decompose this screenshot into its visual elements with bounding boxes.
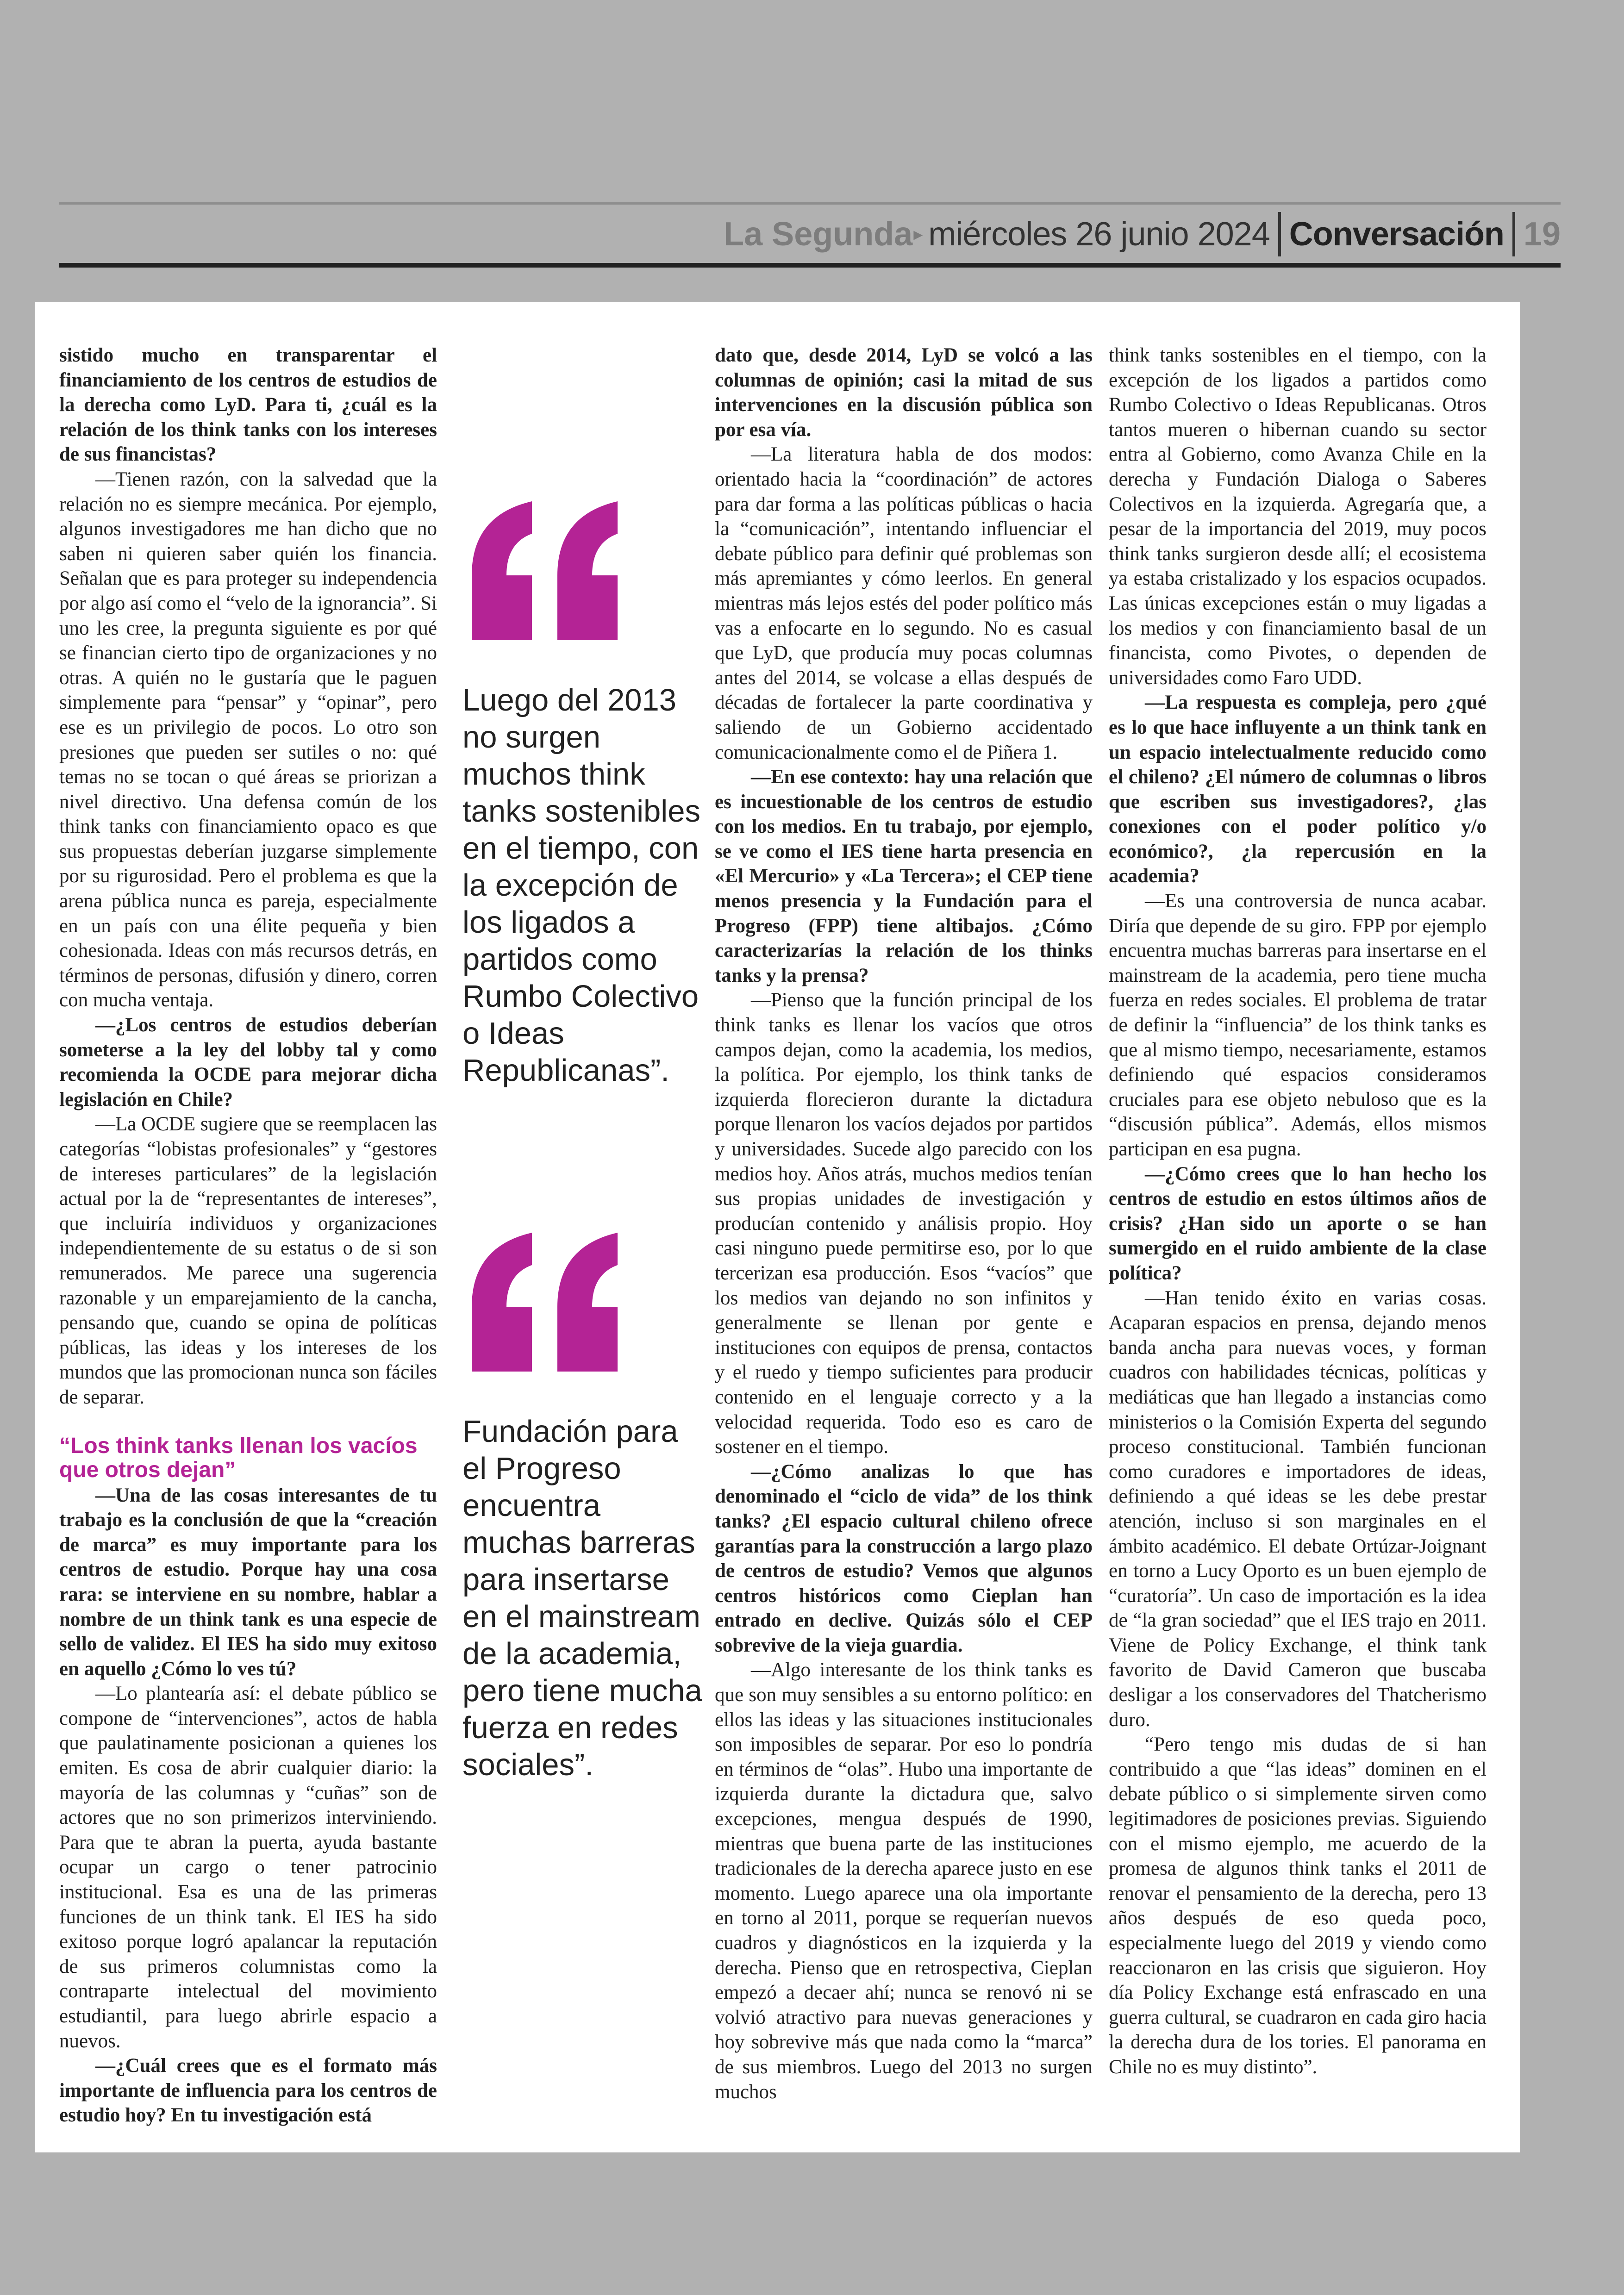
masthead-divider xyxy=(1512,212,1515,256)
quote-mark-icon xyxy=(462,497,629,645)
question-financing: sistido mucho en transparentar el financiamiento de los centros de estudios de la derecha como LyD. Para ti, ¿cuál es la relación de los think tanks con los intereses de sus financistas? xyxy=(59,344,437,466)
question-format-cont: dato que, desde 2014, LyD se volcó a las columnas de opinión; casi la mitad de sus intervenciones en la discusión pública son por esa vía. xyxy=(715,344,1093,441)
answer-crisis: —Han tenido éxito en varias cosas. Acaparan espacios en prensa, dejando menos banda ancha para nuevas voces, y forman cuadros con habilidades técnicas, políticas y mediáticas que han llegado a instancias como ministerios o la Comisión Experta del segundo proceso constitucional. También funcionan como curadores e importadores de ideas, definiendo a qué ideas se les debe prestar atención, incluso si son marginales en el ámbito académico. El debate Ortúzar-Joignant en torno a Lucy Oporto es un buen ejemplo de “curatoría”. Un caso de importación es la idea de “la gran sociedad” que el IES trajo en 2011. Viene de Policy Exchange, el think tank favorito de David Cameron que buscaba desligar a los conservadores del Thatcherismo duro. xyxy=(1109,1287,1487,1731)
answer-financing: —Tienen razón, con la salvedad que la relación no es siempre mecánica. Por ejemplo, algunos investigadores me han dicho que no saben ni quieren saber quién los financia. Señalan que es para proteger su independencia por algo así como el “velo de la ignorancia”. Si uno les cree, la pregunta siguiente es por qué se financian cierto tipo de organizaciones y no otras. A quién no le gustaría que le paguen simplemente para “pensar” y “opinar”, pero ese es un privilegio de pocos. Lo otro son presiones que pueden ser sutiles o no: qué temas no se tocan o qué áreas se priorizan a nivel directivo. Una defensa común de los think tanks con financiamiento opaco es que sus propuestas deberían juzgarse simplemente por su rigurosidad. Pero el problema es que la arena pública nunca es pareja, especialmente en un país con una élite pequeña y bien cohesionada. Ideas con más recursos detrás, en términos de personas, difusión y dinero, corren con mucha ventaja. xyxy=(59,468,437,1011)
question-brand: —Una de las cosas interesantes de tu trabajo es la conclusión de que la “creación de marca” es muy importante para los centros de estudio. Porque hay una cosa rara: se interviene en su nombre, hablar a nombre de un think tank es una especie de sello de validez. El IES ha sido muy exitoso en aquello ¿Cómo lo ves tú? xyxy=(59,1484,437,1680)
masthead-divider xyxy=(1278,212,1281,256)
answer-brand: —Lo plantearía así: el debate público se compone de “intervenciones”, actos de habla que paulatinamente posicionan a quienes los emiten. Es cosa de abrir cualquier diario: la mayoría de las columnas y “cuñas” son de actores que no son primerizos interviniendo. Para que te abran la puerta, ayuda bastante ocupar un cargo o tener patrocinio institucional. Esa es una de las primeras funciones de un think tank. El IES ha sido exitoso porque logró apalancar la reputación de sus primeros columnistas como la contraparte intelectual del movimiento estudiantil, para luego abrirle espacio a nuevos. xyxy=(59,1683,437,2052)
answer-life-cycle-cont: think tanks sostenibles en el tiempo, con la excepción de los ligados a partidos como Rumbo Colectivo o Ideas Republicanas. Otros tantos mueren o hibernan cuando su sector entra al Gobierno, como Avanza Chile en la derecha y Fundación Dialoga o Saberes Colectivos en la izquierda. Agregaría que, a pesar de la importancia del 2019, muy pocos think tanks surgieron desde allí; el ecosistema ya estaba cristalizado y los espacios ocupados. Las únicas excepciones están o muy ligadas a los medios y con financiamiento basal de un financista, como Pivotes, o dependen de universidades como Faro UDD. xyxy=(1109,344,1487,689)
brand-arrow-icon: ▸ xyxy=(913,224,923,244)
question-format: —¿Cuál crees que es el formato más importante de influencia para los centros de estudio hoy? En tu investigación está xyxy=(59,2055,437,2127)
column-1 xyxy=(59,343,437,2130)
column-3 xyxy=(715,343,1093,2130)
article-page xyxy=(35,302,1520,2152)
question-life-cycle: —¿Cómo analizas lo que has denominado el “ciclo de vida” de los think tanks? ¿El espacio cultural chileno ofrece garantías para la construcción a largo plazo de centros de estudio? Vemos que algunos centros históricos como Cieplan han entrado en declive. Quizás sólo el CEP sobrevive de la vieja guardia. xyxy=(715,1460,1093,1656)
answer-life-cycle: —Algo interesante de los think tanks es que son muy sensibles a su entorno político: en ellos las ideas y las situaciones institucionales son imposibles de separar. Por eso lo pondría en términos de “olas”. Hubo una importante de izquierda durante la dictadura que, salvo excepciones, mengua después de 1990, mientras que buena parte de las instituciones tradicionales de la derecha aparece justo en ese momento. Luego aparece una ola importante en torno al 2011, porque se requerían nuevos cuadros y diagnósticos en la izquierda y la derecha. Pienso que en retrospectiva, Cieplan empezó a decaer ahí; nunca se renovó ni se volvió atractivo para nuevas generaciones y hoy sobrevive más que nada como la “marca” de sus miembros. Luego del 2013 no surgen muchos xyxy=(715,1659,1093,2103)
section-name: Conversación xyxy=(1289,216,1504,253)
masthead-bottom-rule xyxy=(59,263,1561,268)
quote-mark-icon xyxy=(462,1228,629,1376)
pullquote-text: Luego del 2013 no surgen muchos think tanks sostenibles en el tiempo, con la excepción de los ligados a partidos como Rumbo Colectivo o Ideas Republicanas”. xyxy=(462,683,700,1088)
pullquote-1 xyxy=(462,497,703,1089)
masthead-top-rule xyxy=(59,202,1561,205)
brand-name: La Segunda xyxy=(724,216,913,253)
page-number: 19 xyxy=(1523,216,1561,253)
answer-crisis-quote: “Pero tengo mis dudas de si han contribuido a que “las ideas” dominen en el debate público o si simplemente sirven como legitimadores de posiciones previas. Siguiendo con el mismo ejemplo, me acuerdo de la promesa de algunos think tanks el 2011 de renovar el pensamiento de la derecha, pero 13 años después de eso queda poco, especialmente luego del 2019 y viendo como reaccionaron en las crisis que siguieron. Hoy día Policy Exchange está enfrascado en una guerra cultural, se cuadraron en cada giro hacia la derecha dura de los tories. El panorama en Chile no es muy distinto”. xyxy=(1109,1734,1487,2078)
question-media: —En ese contexto: hay una relación que es incuestionable de los centros de estudio con los medios. En tu trabajo, por ejemplo, se ve como el IES tiene harta presencia en «El Mercurio» y «La Tercera»; el CEP tiene menos presencia y la Fundación para el Progreso (FPP) tiene altibajos. ¿Cómo caracterizarías la relación de los thinks tanks y la prensa? xyxy=(715,766,1093,986)
answer-format: —La literatura habla de dos modos: orientado hacia la “coordinación” de actores para dar forma a las políticas públicas o hacia la “comunicación”, intentando influenciar el debate público para definir qué problemas son más apremiantes y cómo leerlos. En general mientras más lejos estés del poder político más vas a enfocarte en lo segundo. No es casual que LyD, que producía muy pocas columnas antes del 2014, se volcase a ellas después de décadas de fortalecer la parte coordinativa y saliendo de un Gobierno accidentado comunicacionalmente como el de Piñera 1. xyxy=(715,443,1093,763)
question-influence: —La respuesta es compleja, pero ¿qué es lo que hace influyente a un think tank en un espacio intelectualmente reducido como el chileno? ¿El número de columnas o libros que escriben sus investigadores?, ¿las conexiones con el poder político y/o económico?, ¿la repercusión en la academia? xyxy=(1109,692,1487,887)
answer-lobby-law: —La OCDE sugiere que se reemplacen las categorías “lobistas profesionales” y “gestores de intereses particulares” de la legislación actual por la de “representantes de intereses”, que incluiría individuos y organizaciones independientemente de su estatus o de si son remunerados. Me parece una sugerencia razonable y un emparejamiento de la cancha, pensando que, cuando se opina de políticas públicas, las ideas y los intereses de los mundos que las promocionan nunca son fáciles de separar. xyxy=(59,1113,437,1408)
masthead xyxy=(59,207,1561,261)
answer-media: —Pienso que la función principal de los think tanks es llenar los vacíos que otros campos dejan, como la academia, los medios, la política. Por ejemplo, los think tanks de izquierda florecieron durante la dictadura porque llenaron los vacíos dejados por partidos y universidades. Sucede algo parecido con los medios hoy. Años atrás, muchos medios tenían sus propias unidades de investigación y producían contenido y análisis propio. Hoy casi ninguno puede permitirse eso, por lo que tercerizan esa producción. Esos “vacíos” que los medios van dejando no son infinitos y generalmente se llenan por gente e instituciones con equipos de prensa, contactos y el ruedo y tiempo suficientes para producir contenido en el lenguaje correcto y a la velocidad requerida. Todo eso es caro de sostener en el tiempo. xyxy=(715,989,1093,1458)
column-4 xyxy=(1109,343,1487,2130)
question-crisis: —¿Cómo crees que lo han hecho los centros de estudio en estos últimos años de crisis? ¿Han sido un aporte o se han sumergido en el ruido ambiente de la clase política? xyxy=(1109,1163,1487,1284)
answer-influence: —Es una controversia de nunca acabar. Diría que depende de su giro. FPP por ejemplo encuentra muchas barreras para insertarse en el mainstream de la academia, pero tiene mucha fuerza en redes sociales. El problema de tratar de definir la “influencia” de los think tanks es que al mismo tiempo, necesariamente, estamos definiendo qué espacios consideramos cruciales para ese objeto nebuloso que es la “discusión pública”. Además, ellos mismos participan en esa pugna. xyxy=(1109,890,1487,1160)
question-lobby-law: —¿Los centros de estudios deberían someterse a la ley del lobby tal y como recomienda la OCDE para mejorar dicha legislación en Chile? xyxy=(59,1014,437,1110)
issue-date: miércoles 26 junio 2024 xyxy=(928,216,1270,253)
pullquote-2 xyxy=(462,1228,703,1784)
subheading: “Los think tanks llenan los vacíos que otros dejan” xyxy=(59,1433,418,1482)
pullquote-text: Fundación para el Progreso encuentra muchas barreras para insertarse en el mainstream de la academia, pero tiene mucha fuerza en redes sociales”. xyxy=(462,1414,702,1782)
